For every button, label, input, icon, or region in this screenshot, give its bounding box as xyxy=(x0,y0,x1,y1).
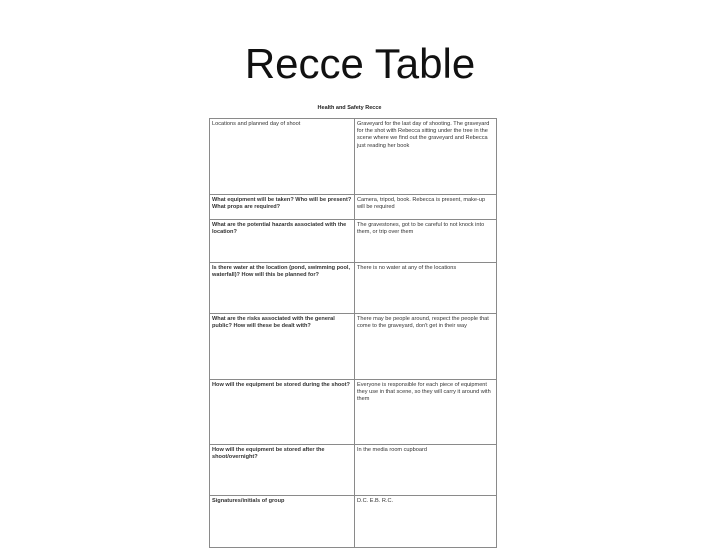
answer-cell: There is no water at any of the locations xyxy=(355,263,497,314)
document-heading: Health and Safety Recce xyxy=(317,105,382,111)
answer-cell: The gravestones, got to be careful to not knock into them, or trip over them xyxy=(355,220,497,263)
question-cell: Locations and planned day of shoot xyxy=(210,119,355,195)
question-cell: What are the risks associated with the general public? How will these be dealt with? xyxy=(210,314,355,380)
answer-cell: D.C. E.B. R.C. xyxy=(355,496,497,548)
answer-cell: Camera, tripod, book. Rebecca is present, make-up will be required xyxy=(355,195,497,220)
answer-cell: Everyone is responsible for each piece of equipment they use in that scene, so they will carry it around with them xyxy=(355,380,497,445)
answer-cell: In the media room cupboard xyxy=(355,445,497,496)
question-cell: How will the equipment be stored during the shoot? xyxy=(210,380,355,445)
table-row xyxy=(210,220,497,263)
table-row xyxy=(210,263,497,314)
recce-document xyxy=(209,102,490,532)
table-row xyxy=(210,445,497,496)
question-cell: What equipment will be taken? Who will be present? What props are required? xyxy=(210,195,355,220)
question-cell: Signatures/initials of group xyxy=(210,496,355,548)
table-row xyxy=(210,119,497,195)
question-cell: Is there water at the location (pond, swimming pool, waterfall)? How will this be planned for? xyxy=(210,263,355,314)
question-cell: How will the equipment be stored after the shoot/overnight? xyxy=(210,445,355,496)
question-cell: What are the potential hazards associated with the location? xyxy=(210,220,355,263)
answer-cell: There may be people around, respect the people that come to the graveyard, don't get in their way xyxy=(355,314,497,380)
answer-cell: Graveyard for the last day of shooting. The graveyard for the shot with Rebecca sitting under the tree in the scene where we find out the graveyard and Rebecca just reading her book xyxy=(355,119,497,195)
recce-table xyxy=(209,118,497,548)
table-row xyxy=(210,380,497,445)
table-row xyxy=(210,314,497,380)
table-row xyxy=(210,195,497,220)
slide-title: Recce Table xyxy=(244,40,476,87)
